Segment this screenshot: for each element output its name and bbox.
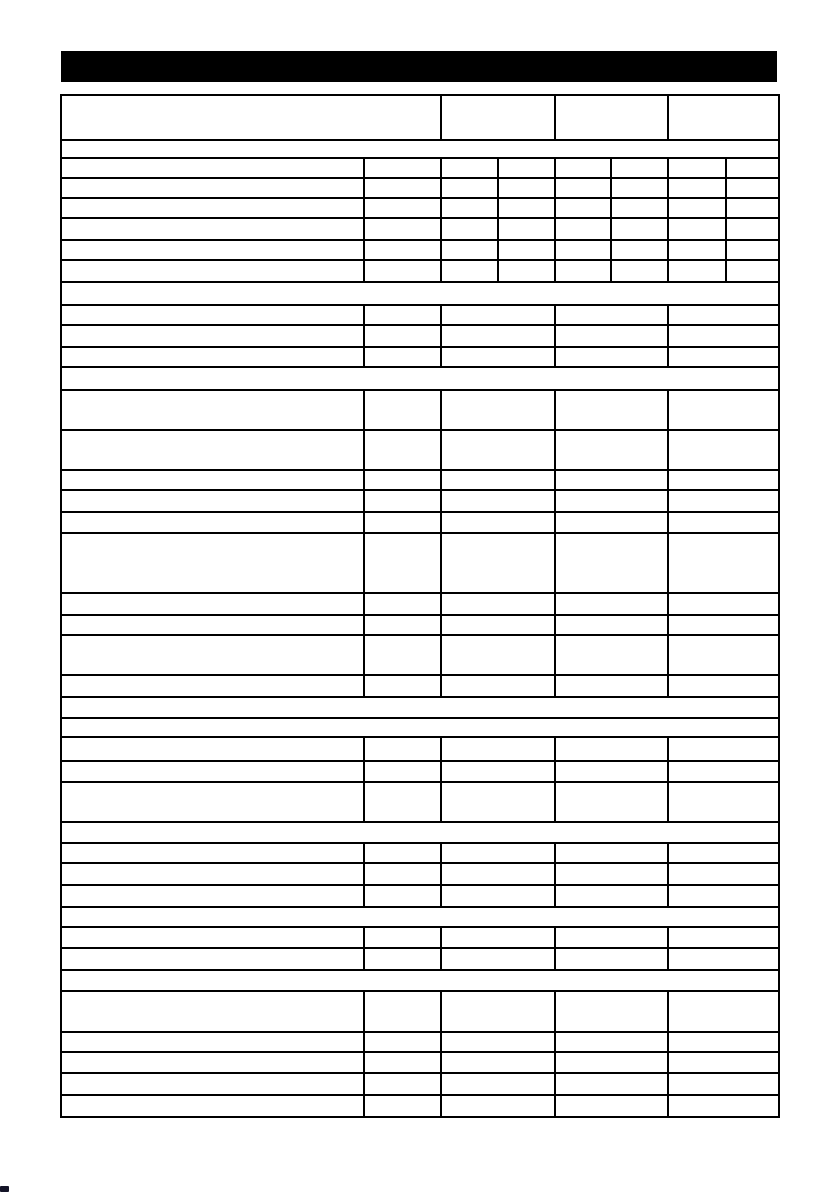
value-cell [668, 782, 779, 822]
form-table [60, 94, 780, 1118]
section-row [61, 367, 779, 390]
value-cell [726, 260, 779, 282]
value-cell [668, 533, 779, 593]
value-cell [441, 95, 555, 140]
value-cell [441, 1073, 555, 1095]
label-cell [61, 843, 364, 863]
value-cell [441, 158, 498, 178]
value-cell [364, 737, 441, 761]
value-cell [555, 991, 668, 1032]
value-cell [498, 178, 555, 198]
value-cell [555, 490, 668, 512]
value-cell [668, 490, 779, 512]
value-cell [668, 948, 779, 970]
table-row [61, 1032, 779, 1052]
table-row [61, 927, 779, 948]
table-row [61, 158, 779, 178]
table-row [61, 240, 779, 260]
table-row [61, 635, 779, 675]
value-cell [555, 305, 668, 325]
value-cell [555, 260, 611, 282]
value-cell [441, 1032, 555, 1052]
value-cell [726, 240, 779, 260]
value-cell [555, 782, 668, 822]
value-cell [441, 347, 555, 367]
value-cell [364, 948, 441, 970]
label-cell [61, 675, 364, 697]
value-cell [555, 843, 668, 863]
value-cell [364, 305, 441, 325]
label-cell [61, 593, 364, 615]
value-cell [498, 260, 555, 282]
value-cell [668, 1095, 779, 1117]
value-cell [441, 737, 555, 761]
value-cell [611, 198, 668, 218]
value-cell [668, 390, 779, 430]
value-cell [441, 991, 555, 1032]
label-cell [61, 991, 364, 1032]
value-cell [498, 198, 555, 218]
section-cell [61, 718, 779, 737]
value-cell [364, 430, 441, 470]
value-cell [364, 615, 441, 635]
value-cell [555, 95, 668, 140]
value-cell [364, 1095, 441, 1117]
value-cell [555, 675, 668, 697]
value-cell [668, 325, 779, 347]
value-cell [555, 533, 668, 593]
section-cell [61, 907, 779, 927]
label-cell [61, 198, 364, 218]
value-cell [364, 178, 441, 198]
value-cell [441, 761, 555, 782]
label-cell [61, 782, 364, 822]
value-cell [441, 615, 555, 635]
table-row [61, 843, 779, 863]
value-cell [364, 218, 441, 240]
table-row [61, 347, 779, 367]
value-cell [441, 240, 498, 260]
value-cell [364, 927, 441, 948]
table-row [61, 198, 779, 218]
value-cell [611, 240, 668, 260]
value-cell [555, 178, 611, 198]
label-cell [61, 158, 364, 178]
value-cell [364, 675, 441, 697]
section-cell [61, 140, 779, 158]
value-cell [555, 512, 668, 533]
table-row [61, 885, 779, 907]
value-cell [726, 158, 779, 178]
value-cell [555, 1032, 668, 1052]
value-cell [364, 470, 441, 490]
value-cell [441, 325, 555, 347]
label-cell [61, 178, 364, 198]
table-row [61, 490, 779, 512]
value-cell [441, 927, 555, 948]
value-cell [364, 533, 441, 593]
value-cell [441, 675, 555, 697]
label-cell [61, 390, 364, 430]
table-row [61, 675, 779, 697]
value-cell [364, 885, 441, 907]
value-cell [555, 158, 611, 178]
table-row [61, 948, 779, 970]
value-cell [668, 512, 779, 533]
section-row [61, 718, 779, 737]
table-row [61, 1052, 779, 1073]
value-cell [611, 178, 668, 198]
table-row [61, 737, 779, 761]
label-cell [61, 218, 364, 240]
label-cell [61, 761, 364, 782]
label-cell [61, 430, 364, 470]
value-cell [555, 948, 668, 970]
table-row [61, 470, 779, 490]
value-cell [498, 240, 555, 260]
label-cell [61, 470, 364, 490]
label-cell [61, 927, 364, 948]
table-row [61, 991, 779, 1032]
value-cell [668, 1052, 779, 1073]
label-cell [61, 737, 364, 761]
section-cell [61, 697, 779, 718]
value-cell [668, 761, 779, 782]
value-cell [441, 635, 555, 675]
value-cell [726, 218, 779, 240]
section-cell [61, 282, 779, 305]
table-row [61, 260, 779, 282]
value-cell [555, 325, 668, 347]
value-cell [668, 991, 779, 1032]
value-cell [726, 178, 779, 198]
value-cell [668, 843, 779, 863]
value-cell [441, 470, 555, 490]
value-cell [441, 198, 498, 218]
value-cell [668, 1032, 779, 1052]
title-bar [61, 51, 777, 82]
value-cell [668, 158, 726, 178]
label-cell [61, 863, 364, 885]
value-cell [555, 198, 611, 218]
section-row [61, 140, 779, 158]
value-cell [364, 991, 441, 1032]
value-cell [364, 1052, 441, 1073]
value-cell [441, 390, 555, 430]
value-cell [555, 635, 668, 675]
page-corner-mark [0, 1186, 9, 1192]
label-cell [61, 260, 364, 282]
table-row [61, 761, 779, 782]
value-cell [498, 158, 555, 178]
value-cell [668, 305, 779, 325]
section-row [61, 697, 779, 718]
value-cell [364, 240, 441, 260]
value-cell [668, 240, 726, 260]
value-cell [611, 260, 668, 282]
value-cell [555, 390, 668, 430]
value-cell [364, 593, 441, 615]
value-cell [441, 218, 498, 240]
value-cell [668, 430, 779, 470]
form-table-body [61, 95, 779, 1117]
label-cell [61, 1095, 364, 1117]
value-cell [364, 490, 441, 512]
table-row [61, 390, 779, 430]
value-cell [555, 1095, 668, 1117]
value-cell [668, 927, 779, 948]
value-cell [441, 863, 555, 885]
section-row [61, 970, 779, 991]
value-cell [555, 615, 668, 635]
value-cell [555, 470, 668, 490]
value-cell [441, 260, 498, 282]
value-cell [668, 198, 726, 218]
value-cell [441, 512, 555, 533]
value-cell [364, 1032, 441, 1052]
value-cell [441, 782, 555, 822]
label-cell [61, 490, 364, 512]
label-cell [61, 635, 364, 675]
value-cell [555, 737, 668, 761]
value-cell [364, 512, 441, 533]
table-row [61, 325, 779, 347]
value-cell [364, 347, 441, 367]
table-row [61, 782, 779, 822]
value-cell [611, 218, 668, 240]
value-cell [555, 761, 668, 782]
section-row [61, 282, 779, 305]
value-cell [364, 843, 441, 863]
label-cell [61, 240, 364, 260]
section-row [61, 907, 779, 927]
value-cell [441, 1052, 555, 1073]
value-cell [364, 863, 441, 885]
value-cell [668, 615, 779, 635]
label-cell [61, 533, 364, 593]
value-cell [555, 1073, 668, 1095]
value-cell [668, 885, 779, 907]
value-cell [441, 885, 555, 907]
value-cell [668, 178, 726, 198]
table-row [61, 305, 779, 325]
table-row [61, 218, 779, 240]
label-cell [61, 512, 364, 533]
label-cell [61, 615, 364, 635]
value-cell [364, 260, 441, 282]
label-cell [61, 1052, 364, 1073]
value-cell [668, 737, 779, 761]
label-cell [61, 1073, 364, 1095]
value-cell [668, 260, 726, 282]
value-cell [668, 218, 726, 240]
label-cell [61, 325, 364, 347]
value-cell [364, 635, 441, 675]
label-cell [61, 347, 364, 367]
value-cell [364, 198, 441, 218]
value-cell [668, 593, 779, 615]
value-cell [555, 927, 668, 948]
value-cell [364, 390, 441, 430]
label-cell [61, 1032, 364, 1052]
value-cell [555, 218, 611, 240]
value-cell [441, 490, 555, 512]
value-cell [441, 593, 555, 615]
value-cell [726, 198, 779, 218]
value-cell [555, 863, 668, 885]
value-cell [441, 178, 498, 198]
value-cell [555, 347, 668, 367]
value-cell [668, 1073, 779, 1095]
value-cell [441, 533, 555, 593]
value-cell [668, 863, 779, 885]
section-cell [61, 970, 779, 991]
value-cell [441, 1095, 555, 1117]
table-row [61, 1095, 779, 1117]
value-cell [441, 305, 555, 325]
label-cell [61, 885, 364, 907]
table-row [61, 512, 779, 533]
value-cell [555, 1052, 668, 1073]
value-cell [555, 593, 668, 615]
value-cell [364, 158, 441, 178]
table-row [61, 178, 779, 198]
value-cell [441, 948, 555, 970]
section-row [61, 822, 779, 843]
section-cell [61, 367, 779, 390]
value-cell [364, 761, 441, 782]
value-cell [364, 1073, 441, 1095]
value-cell [498, 218, 555, 240]
table-row [61, 593, 779, 615]
table-row [61, 95, 779, 140]
value-cell [364, 325, 441, 347]
label-cell [61, 95, 441, 140]
value-cell [668, 347, 779, 367]
value-cell [441, 430, 555, 470]
label-cell [61, 948, 364, 970]
value-cell [611, 158, 668, 178]
table-row [61, 615, 779, 635]
value-cell [555, 885, 668, 907]
section-cell [61, 822, 779, 843]
table-row [61, 430, 779, 470]
table-row [61, 863, 779, 885]
value-cell [441, 843, 555, 863]
value-cell [555, 240, 611, 260]
value-cell [555, 430, 668, 470]
value-cell [668, 635, 779, 675]
table-row [61, 533, 779, 593]
value-cell [668, 470, 779, 490]
value-cell [668, 95, 779, 140]
table-row [61, 1073, 779, 1095]
value-cell [364, 782, 441, 822]
value-cell [668, 675, 779, 697]
label-cell [61, 305, 364, 325]
